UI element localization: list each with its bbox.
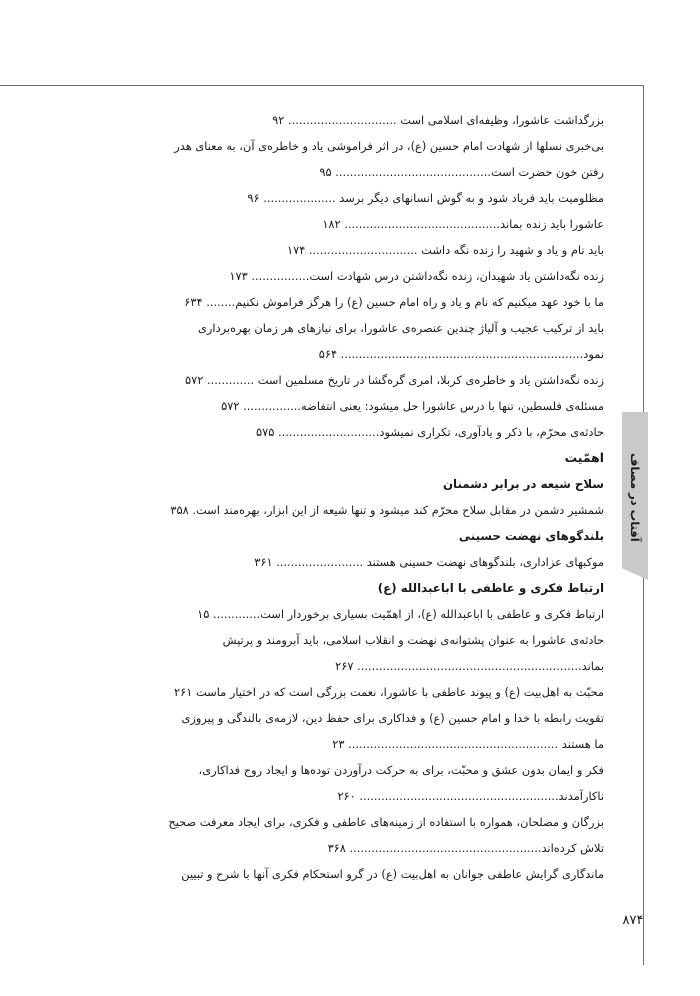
topic-heading: سلاح شیعه در برابر دشمنان bbox=[442, 477, 604, 491]
index-entry-line: محبّت به اهل‌بیت (ع) و پیوند عاطفی با عاشورا، نعمت بزرگی است که در اختیار ماست ۲۶۱ bbox=[174, 685, 604, 699]
index-entry-line: ما با خود عهد میکنیم که نام و یاد و راه امام حسین (ع) را هرگز فراموش نکنیم........ ۶۳۴ bbox=[184, 295, 604, 309]
index-entry-line: شمشیر دشمن در مقابل سلاح محرّم کند میشود و تنها شیعه از این ابزار، بهره‌مند است. ۳۵۸ bbox=[170, 503, 604, 517]
topic-heading: بلندگوهای نهضت حسینی bbox=[458, 529, 604, 543]
topic-heading: ارتباط فکری و عاطفی با اباعبدالله (ع) bbox=[377, 581, 604, 595]
side-tab-title: آفتاب در مصاف bbox=[628, 453, 642, 542]
index-entry-line: رفتن خون حضرت است........................................... ۹۵ bbox=[319, 165, 604, 179]
index-entry-line: باید از ترکیب عجیب و آلیاژ چندین عنصره‌ی عاشورا، برای نیازهای هر زمان بهره‌برداری bbox=[198, 321, 604, 335]
index-entry-line: زنده نگه‌داشتن یاد شهیدان، زنده نگه‌داشتن درس شهادت است................ ۱۷۳ bbox=[229, 269, 604, 283]
index-entry-line: ارتباط فکری و عاطفی با اباعبدالله (ع)، از اهمّیت بسیاری برخوردار است............. ۱۵ bbox=[197, 607, 604, 621]
index-entry-line: تلاش کرده‌اند..................................................... ۳۶۸ bbox=[327, 841, 604, 855]
page-frame-top-rule bbox=[0, 85, 643, 86]
index-entry-line: فکر و ایمان بدون عشق و محبّت، برای به حرکت درآوردن توده‌ها و ایجاد روح فداکاری، bbox=[198, 763, 604, 777]
index-entry-line: بزرگان و مصلحان، همواره با استفاده از زمینه‌های عاطفی و فکری، برای ایجاد معرفت صحیح bbox=[168, 815, 604, 829]
index-entry-line: ناکارآمدند....................................................... ۲۶۰ bbox=[337, 789, 604, 803]
index-entry-line: مسئله‌ی فلسطین، تنها با درس عاشورا حل میشود: یعنی انتفاضه................ ۵۷۲ bbox=[221, 399, 604, 413]
index-entry-line: بی‌خبری نسلها از شهادت امام حسین (ع)، در اثر فراموشی یاد و خاطره‌ی آن، به معنای هدر bbox=[174, 139, 604, 153]
index-entry-line: حادثه‌ی عاشورا به عنوان پشتوانه‌ی نهضت و انقلاب اسلامی، باید آبرومند و پرتپش bbox=[222, 633, 604, 647]
section-heading: اهمّیت bbox=[564, 450, 604, 465]
index-entry-line: ماندگاری گرایش عاطفی جوانان به اهل‌بیت (ع) در گرو استحکام فکری آنها با شرح و تبیین bbox=[181, 867, 604, 881]
index-entry-line: موکبهای عزاداری، بلندگوهای نهضت حسینی هستند ........................ ۳۶۱ bbox=[254, 555, 604, 569]
index-entry-line: مظلومیت باید فریاد شود و به گوش انسانهای دیگر برسد .................... ۹۶ bbox=[247, 191, 604, 205]
index-entry-line: حادثه‌ی محرّم، با ذکر و یادآوری، تکراری نمیشود............................ ۵۷۵ bbox=[256, 425, 604, 439]
index-entry-line: نمود................................................................... ۵۶۴ bbox=[318, 347, 604, 361]
index-entry-line: بزرگداشت عاشورا، وظیفه‌ای اسلامی است .............................. ۹۲ bbox=[272, 113, 604, 127]
index-content bbox=[108, 107, 604, 887]
index-entry-line: ما هستند .......................................................... ۲۳ bbox=[332, 737, 604, 751]
index-entry-line: عاشورا باید زنده بماند........................................... ۱۸۲ bbox=[322, 217, 604, 231]
index-entry-line: بماند.............................................................. ۲۶۷ bbox=[335, 659, 604, 673]
index-entry-line: باید نام و یاد و شهید را زنده نگه داشت .............................. ۱۷۴ bbox=[286, 243, 604, 257]
index-entry-line: زنده نگه‌داشتن یاد و خاطره‌ی کربلا، امری گره‌گشا در تاریخ مسلمین است ............. ۵۷۲ bbox=[185, 373, 604, 387]
page-number: ۸۷۴ bbox=[622, 913, 644, 928]
index-entry-line: تقویت رابطه با خدا و امام حسین (ع) و فداکاری برای حفظ دین، لازمه‌ی بالندگی و پیروزی bbox=[181, 711, 604, 725]
